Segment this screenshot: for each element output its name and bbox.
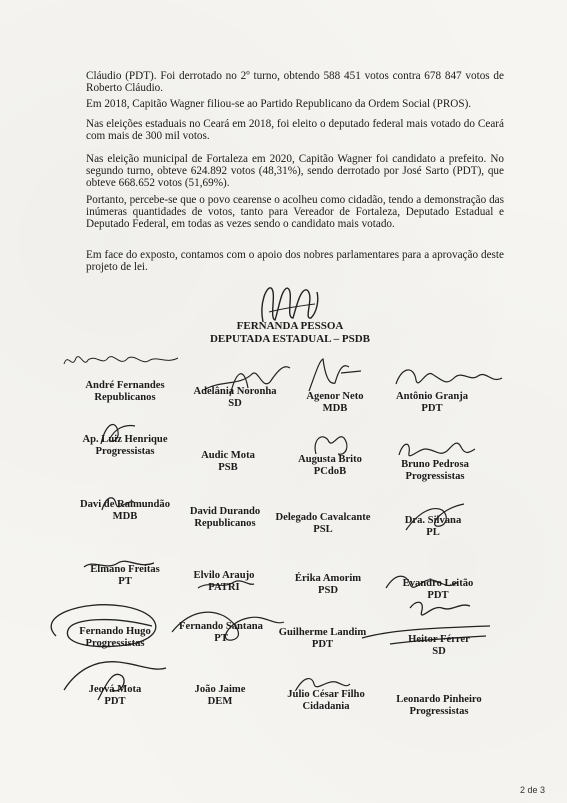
signer-name: João Jaime (194, 684, 246, 695)
signer-block (378, 515, 488, 539)
signer-party: Republicanos (94, 392, 156, 404)
signer-party: PSD (317, 585, 338, 597)
signer-party: SD (432, 646, 446, 658)
signer-name: Evandro Leitão (402, 578, 474, 589)
signer-party: PATRI (208, 582, 240, 594)
signer-name: Ap. Luiz Henrique (82, 434, 168, 445)
paragraph-3: Nas eleições estaduais no Ceará em 2018, foi eleito o deputado federal mais votado do Ceará com mais de 300 mil votos. (86, 118, 504, 143)
signer-party: PCdoB (313, 466, 347, 478)
signer-block (166, 621, 276, 645)
page-number: 2 de 3 (519, 785, 545, 795)
signer-block (180, 386, 290, 410)
author-name: FERNANDA PESSOA (236, 320, 344, 332)
signer-party: PDT (427, 590, 449, 602)
signer-block (377, 391, 487, 415)
signer-name: Audic Mota (201, 450, 255, 461)
signer-name: Heitor Férrer (408, 634, 470, 645)
signer-name: Davi de Raimundão (79, 499, 171, 510)
signer-party: PT (118, 576, 132, 588)
signer-party: Progressistas (95, 446, 155, 458)
signer-party: Progressistas (409, 706, 469, 718)
signer-party: DEM (207, 696, 233, 708)
signer-name: Augusta Brito (298, 454, 362, 465)
signer-name: Jeová Mota (88, 684, 142, 695)
signer-block (169, 570, 279, 594)
signer-name: Adelânia Noronha (193, 386, 277, 397)
signer-name: David Durando (189, 506, 261, 517)
paragraph-4: Nas eleição municipal de Fortaleza em 2020, Capitão Wagner foi candidato a prefeito. No segundo turno, obteve 624.892 votos (48,31%), sendo derrotado por José Sarto (PDT), que obteve 668.652 votos (51,69%). (86, 153, 504, 190)
signer-party: PSL (313, 524, 333, 536)
signer-block (60, 684, 170, 708)
signer-block (266, 689, 386, 713)
signer-block (60, 626, 170, 650)
paragraph-1: Cláudio (PDT). Foi derrotado no 2º turno, obtendo 588 451 votos contra 678 847 votos de Roberto Cláudio. (86, 70, 504, 95)
paragraph-2: Em 2018, Capitão Wagner filiou-se ao Partido Republicano da Ordem Social (PROS). (86, 98, 472, 110)
paragraph-5: Portanto, percebe-se que o povo cearense o acolheu como cidadão, tendo a demonstração das inúmeras quantidades de votos, tanto para Vereador de Fortaleza, Deputado Estadual e Deputado Federal, em todas as vezes sendo o candidato mais votado. (86, 194, 504, 231)
signer-block (280, 391, 390, 415)
signer-party: PL (426, 527, 440, 539)
signer-block (265, 627, 380, 651)
signer-party: MDB (322, 403, 348, 415)
signer-block (380, 459, 490, 483)
signer-block (173, 450, 283, 474)
signer-name: Delegado Cavalcante (275, 512, 371, 523)
author-block (180, 320, 400, 345)
signer-party: Progressistas (405, 471, 465, 483)
paragraph-6: Em face do exposto, contamos com o apoio dos nobres parlamentares para a aprovação deste projeto de lei. (86, 249, 504, 274)
signer-name: Fernando Santana (179, 621, 263, 632)
signer-name: André Fernandes (85, 380, 165, 391)
signer-party: PDT (104, 696, 126, 708)
signer-name: Júlio César Filho (287, 689, 365, 700)
signer-party: Republicanos (194, 518, 256, 530)
signer-block (70, 564, 180, 588)
signer-party: Cidadania (302, 701, 350, 713)
signer-party: PSB (218, 462, 238, 474)
signer-block (384, 694, 494, 718)
signer-name: Guilherme Landim (278, 627, 367, 638)
signer-name: Fernando Hugo (79, 626, 151, 637)
signer-party: PDT (421, 403, 443, 415)
signer-party: PDT (311, 639, 334, 651)
signature-scribble (305, 355, 365, 395)
signer-name: Elmano Freitas (90, 564, 160, 575)
signer-party: SD (228, 398, 242, 410)
signer-block (70, 499, 180, 523)
signer-party: Progressistas (85, 638, 145, 650)
author-role: DEPUTADA ESTADUAL – PSDB (209, 332, 371, 345)
signer-name: Érika Amorim (294, 573, 362, 584)
signer-block (70, 434, 180, 458)
signer-block (170, 506, 280, 530)
signer-party: MDB (112, 511, 138, 523)
signature-scribble (62, 350, 182, 372)
signer-name: Bruno Pedrosa (401, 459, 469, 470)
signer-block (384, 634, 494, 658)
signer-name: Dra. Silvana (404, 515, 462, 526)
signer-party: PT (214, 633, 228, 645)
signer-name: Elvilo Araujo (193, 570, 255, 581)
signer-block (70, 380, 180, 404)
signer-block (268, 512, 378, 536)
signer-block (165, 684, 275, 708)
signer-block (275, 454, 385, 478)
signer-name: Leonardo Pinheiro (396, 694, 482, 705)
signer-block (273, 573, 383, 597)
signer-name: Antônio Granja (395, 391, 469, 402)
signer-name: Agenor Neto (306, 391, 364, 402)
signature-scribble (392, 360, 507, 395)
